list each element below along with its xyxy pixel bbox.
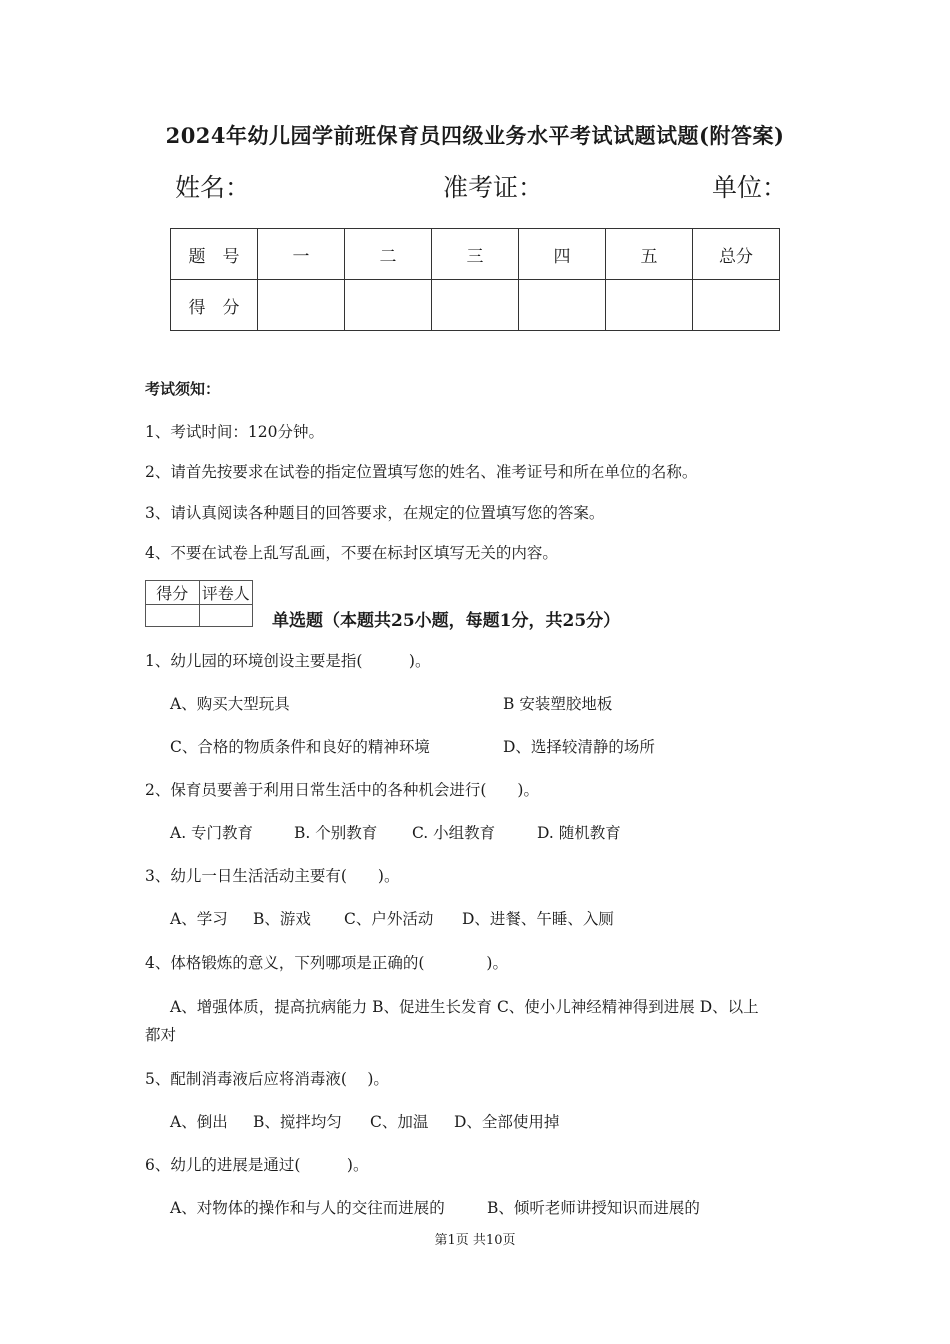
question-option: B、倾听老师讲授知识而进展的 bbox=[487, 1199, 700, 1217]
score-cell[interactable] bbox=[606, 280, 693, 331]
score-cell[interactable] bbox=[693, 280, 780, 331]
notice-item: 4、不要在试卷上乱写乱画，不要在标封区填写无关的内容。 bbox=[145, 544, 558, 562]
question-option: A、学习 bbox=[170, 910, 228, 928]
question-option: D、选择较清静的场所 bbox=[503, 738, 655, 756]
notice-item: 2、请首先按要求在试卷的指定位置填写您的姓名、准考证号和所在单位的名称。 bbox=[145, 463, 698, 481]
question-option: A、购买大型玩具 bbox=[170, 695, 290, 713]
question-option: A. 专门教育 bbox=[170, 824, 254, 842]
score-row-label: 得 分 bbox=[171, 280, 258, 331]
grader-box bbox=[145, 580, 253, 627]
question-stem: 3、幼儿一日生活活动主要有( )。 bbox=[145, 867, 400, 885]
question-option: B、游戏 bbox=[253, 910, 311, 928]
score-table-header-cell: 二 bbox=[345, 229, 432, 280]
question-stem: 5、配制消毒液后应将消毒液( )。 bbox=[145, 1070, 389, 1088]
score-table-header-cell: 三 bbox=[432, 229, 519, 280]
score-table bbox=[170, 228, 780, 331]
question-stem: 1、幼儿园的环境创设主要是指( )。 bbox=[145, 652, 431, 670]
grader-box-score-label: 得分 bbox=[146, 581, 200, 605]
question-stem: 6、幼儿的进展是通过( )。 bbox=[145, 1156, 369, 1174]
grader-box-grader-label: 评卷人 bbox=[199, 581, 253, 605]
question-options-line: 都对 bbox=[145, 1026, 177, 1044]
exam-id-field-label: 准考证： bbox=[443, 173, 544, 202]
question-option: C、加温 bbox=[370, 1113, 429, 1131]
score-table-header-cell: 总分 bbox=[693, 229, 780, 280]
score-cell[interactable] bbox=[345, 280, 432, 331]
question-option: D、全部使用掉 bbox=[454, 1113, 560, 1131]
score-table-header-cell: 一 bbox=[258, 229, 345, 280]
score-cell[interactable] bbox=[432, 280, 519, 331]
score-table-header-row bbox=[171, 229, 780, 280]
grader-box-score-cell[interactable] bbox=[146, 605, 200, 627]
question-option: B 安装塑胶地板 bbox=[503, 695, 613, 713]
score-cell[interactable] bbox=[258, 280, 345, 331]
question-options-line: A、增强体质，提高抗病能力 B、促进生长发育 C、使小儿神经精神得到进展 D、以上 bbox=[170, 998, 759, 1016]
question-option: B. 个别教育 bbox=[294, 824, 378, 842]
question-option: B、搅拌均匀 bbox=[253, 1113, 342, 1131]
unit-field-label: 单位： bbox=[712, 173, 788, 202]
question-option: C、合格的物质条件和良好的精神环境 bbox=[170, 738, 430, 756]
score-table-score-row bbox=[171, 280, 780, 331]
name-field-label: 姓名： bbox=[175, 173, 251, 202]
question-stem: 2、保育员要善于利用日常生活中的各种机会进行( )。 bbox=[145, 781, 539, 799]
notice-item: 1、考试时间：120分钟。 bbox=[145, 423, 324, 441]
question-option: D、进餐、午睡、入厕 bbox=[462, 910, 614, 928]
score-table-header-cell: 五 bbox=[606, 229, 693, 280]
question-option: C、户外活动 bbox=[344, 910, 434, 928]
question-option: A、对物体的操作和与人的交往而进展的 bbox=[170, 1199, 445, 1217]
question-option: D. 随机教育 bbox=[537, 824, 621, 842]
score-cell[interactable] bbox=[519, 280, 606, 331]
section-title: 单选题（本题共25小题，每题1分，共25分） bbox=[272, 611, 621, 631]
question-stem: 4、体格锻炼的意义，下列哪项是正确的( )。 bbox=[145, 954, 508, 972]
page-title: 2024年幼儿园学前班保育员四级业务水平考试试题试题(附答案) bbox=[165, 123, 785, 148]
notice-item: 3、请认真阅读各种题目的回答要求，在规定的位置填写您的答案。 bbox=[145, 504, 605, 522]
page-footer: 第1页 共10页 bbox=[434, 1233, 516, 1248]
score-table-header-cell: 题 号 bbox=[171, 229, 258, 280]
notice-heading: 考试须知： bbox=[145, 380, 221, 398]
question-option: A、倒出 bbox=[170, 1113, 228, 1131]
question-option: C. 小组教育 bbox=[412, 824, 496, 842]
grader-box-grader-cell[interactable] bbox=[199, 605, 253, 627]
score-table-header-cell: 四 bbox=[519, 229, 606, 280]
